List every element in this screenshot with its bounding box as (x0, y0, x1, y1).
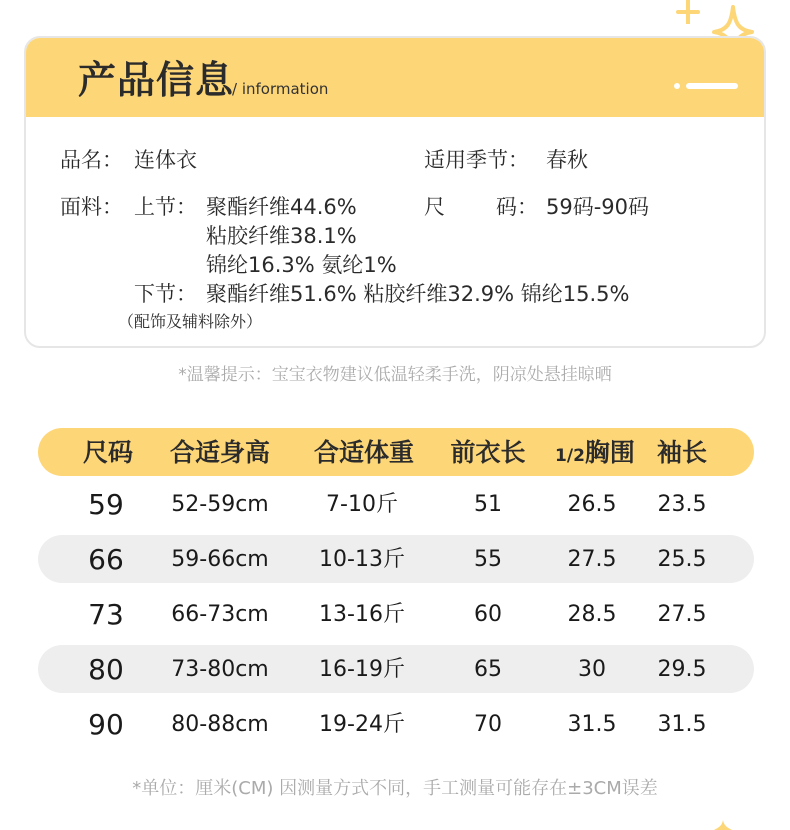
table-cell-weight: 10-13斤 (319, 547, 405, 572)
table-cell-sleeve-length: 31.5 (657, 712, 707, 737)
size-range-label: 码： (496, 195, 538, 219)
top-fabric-line-1: 聚酯纤维44.6% (206, 195, 357, 219)
sparkle-star-bottom-icon (712, 818, 734, 830)
table-cell-front-length: 65 (474, 657, 502, 682)
table-cell-sleeve-length: 27.5 (657, 602, 707, 627)
table-cell-sleeve-length: 29.5 (657, 657, 707, 682)
header-dash-decoration (686, 83, 738, 89)
table-cell-size: 66 (88, 543, 124, 576)
table-cell-size: 80 (88, 653, 124, 686)
bottom-fabric-line: 聚酯纤维51.6% 粘胶纤维32.9% 锦纶15.5% (206, 282, 630, 306)
header-weight: 合适体重 (313, 438, 414, 467)
header-dot-decoration (674, 83, 680, 89)
size-range-value: 59码-90码 (546, 195, 650, 219)
table-cell-weight: 19-24斤 (319, 712, 405, 737)
header-sleeve-length: 袖长 (656, 438, 707, 467)
table-cell-front-length: 55 (474, 547, 502, 572)
header-half-chest-label: 胸围 (584, 438, 635, 467)
header-front-length: 前衣长 (450, 438, 526, 467)
product-info-card (24, 36, 766, 348)
table-cell-height: 73-80cm (171, 657, 269, 682)
sparkle-plus-icon (676, 0, 700, 24)
measurement-note: *单位：厘米(CM) 因测量方式不同，手工测量可能存在±3CM误差 (132, 778, 658, 799)
top-fabric-line-3: 锦纶16.3% 氨纶1% (206, 253, 397, 277)
table-cell-half-chest: 31.5 (567, 712, 617, 737)
header-size: 尺码 (82, 438, 133, 467)
care-tip: *温馨提示：宝宝衣物建议低温轻柔手洗，阴凉处悬挂晾晒 (178, 365, 612, 385)
table-cell-front-length: 51 (474, 492, 502, 517)
table-cell-height: 66-73cm (171, 602, 269, 627)
table-cell-weight: 7-10斤 (326, 492, 398, 517)
table-cell-height: 52-59cm (171, 492, 269, 517)
header-height: 合适身高 (169, 438, 270, 467)
table-cell-front-length: 70 (474, 712, 502, 737)
header-half-chest-prefix: 1/2 (555, 446, 585, 466)
table-cell-size: 59 (88, 488, 124, 521)
top-fabric-line-2: 粘胶纤维38.1% (206, 224, 357, 248)
name-value: 连体衣 (134, 148, 197, 172)
table-cell-front-length: 60 (474, 602, 502, 627)
table-cell-half-chest: 28.5 (567, 602, 617, 627)
name-label: 品名： (60, 148, 123, 172)
bottom-section-label: 下节： (134, 282, 197, 306)
table-cell-height: 80-88cm (171, 712, 269, 737)
table-cell-half-chest: 27.5 (567, 547, 617, 572)
product-info-header (26, 38, 764, 117)
table-cell-weight: 16-19斤 (319, 657, 405, 682)
table-cell-sleeve-length: 25.5 (657, 547, 707, 572)
table-cell-sleeve-length: 23.5 (657, 492, 707, 517)
season-value: 春秋 (546, 148, 588, 172)
table-cell-size: 90 (88, 708, 124, 741)
product-info-title: 产品信息 (78, 58, 235, 102)
season-label: 适用季节： (424, 148, 529, 172)
table-cell-size: 73 (88, 598, 124, 631)
table-cell-weight: 13-16斤 (319, 602, 405, 627)
fabric-label: 面料： (60, 195, 123, 219)
product-info-subtitle: / information (232, 80, 329, 98)
table-cell-half-chest: 30 (578, 657, 606, 682)
size-range-label-char: 尺 (424, 195, 445, 219)
top-section-label: 上节： (134, 195, 197, 219)
table-cell-height: 59-66cm (171, 547, 269, 572)
excluding-accessories-note: （配饰及辅料除外） (118, 312, 263, 331)
table-cell-half-chest: 26.5 (567, 492, 617, 517)
